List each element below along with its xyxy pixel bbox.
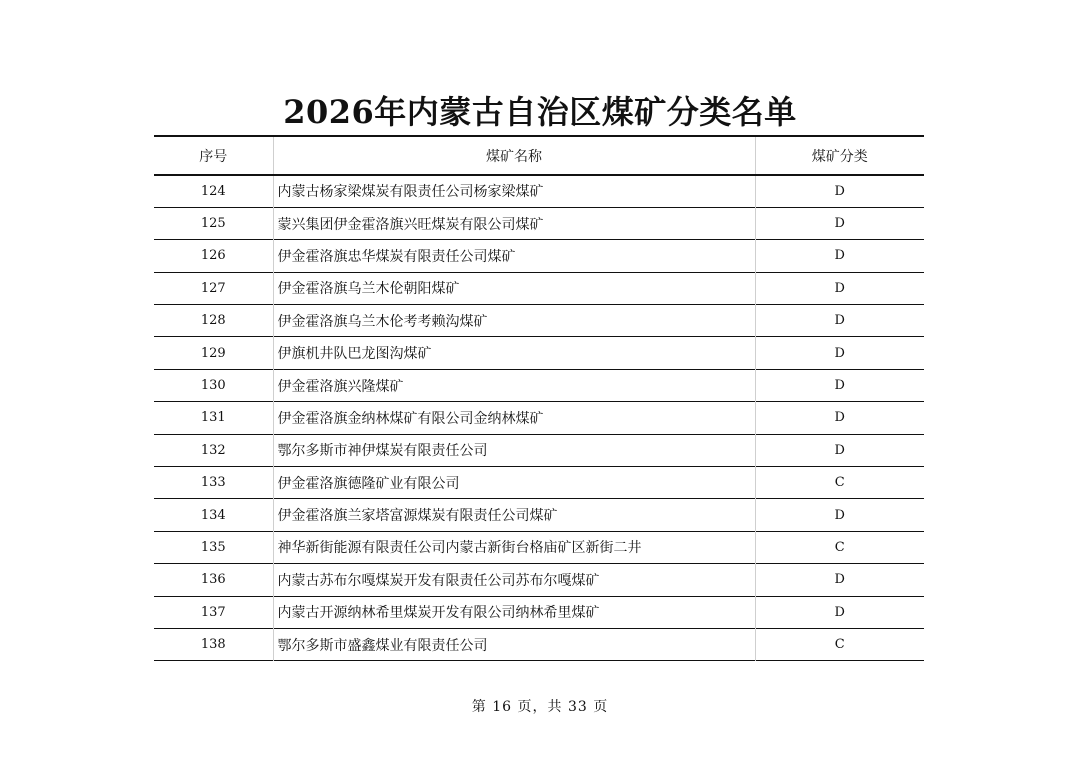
row-mine-class: D [755, 402, 924, 434]
table-row [154, 207, 924, 239]
header-mine-name: 煤矿名称 [273, 136, 755, 175]
row-mine-name: 伊金霍洛旗兰家塔富源煤炭有限责任公司煤矿 [273, 499, 755, 531]
row-mine-name: 伊金霍洛旗忠华煤炭有限责任公司煤矿 [273, 240, 755, 272]
row-seq: 135 [154, 531, 273, 563]
row-seq: 133 [154, 467, 273, 499]
row-mine-name: 伊旗机井队巴龙图沟煤矿 [273, 337, 755, 369]
table-row [154, 240, 924, 272]
row-mine-class: C [755, 531, 924, 563]
row-mine-name: 伊金霍洛旗乌兰木伦朝阳煤矿 [273, 272, 755, 304]
row-mine-class: D [755, 207, 924, 239]
row-mine-name: 内蒙古苏布尔嘎煤炭开发有限责任公司苏布尔嘎煤矿 [273, 564, 755, 596]
row-mine-name: 鄂尔多斯市神伊煤炭有限责任公司 [273, 434, 755, 466]
row-mine-class: D [755, 305, 924, 337]
table-row [154, 305, 924, 337]
row-mine-name: 内蒙古杨家梁煤炭有限责任公司杨家梁煤矿 [273, 175, 755, 207]
row-mine-name: 伊金霍洛旗兴隆煤矿 [273, 369, 755, 401]
row-mine-class: D [755, 434, 924, 466]
row-seq: 124 [154, 175, 273, 207]
table-row [154, 369, 924, 401]
row-seq: 126 [154, 240, 273, 272]
table-row [154, 531, 924, 563]
table-body [154, 175, 924, 661]
table-row [154, 175, 924, 207]
row-mine-class: C [755, 628, 924, 660]
row-seq: 127 [154, 272, 273, 304]
row-seq: 136 [154, 564, 273, 596]
header-mine-class: 煤矿分类 [755, 136, 924, 175]
row-mine-name: 鄂尔多斯市盛鑫煤业有限责任公司 [273, 628, 755, 660]
row-mine-class: D [755, 337, 924, 369]
header-seq: 序号 [154, 136, 273, 175]
row-seq: 134 [154, 499, 273, 531]
table-row [154, 628, 924, 660]
table-row [154, 272, 924, 304]
row-mine-class: D [755, 175, 924, 207]
row-mine-class: D [755, 240, 924, 272]
row-mine-name: 伊金霍洛旗乌兰木伦考考赖沟煤矿 [273, 305, 755, 337]
row-mine-class: D [755, 564, 924, 596]
row-seq: 131 [154, 402, 273, 434]
row-seq: 130 [154, 369, 273, 401]
row-mine-class: D [755, 369, 924, 401]
row-mine-name: 内蒙古开源纳林希里煤炭开发有限公司纳林希里煤矿 [273, 596, 755, 628]
row-mine-class: D [755, 596, 924, 628]
row-mine-name: 伊金霍洛旗金纳林煤矿有限公司金纳林煤矿 [273, 402, 755, 434]
row-seq: 137 [154, 596, 273, 628]
row-seq: 132 [154, 434, 273, 466]
table-row [154, 499, 924, 531]
row-mine-class: C [755, 467, 924, 499]
table-row [154, 596, 924, 628]
row-mine-class: D [755, 272, 924, 304]
row-seq: 128 [154, 305, 273, 337]
table-row [154, 337, 924, 369]
table-header-row [154, 136, 924, 175]
row-mine-name: 神华新街能源有限责任公司内蒙古新街台格庙矿区新街二井 [273, 531, 755, 563]
row-seq: 129 [154, 337, 273, 369]
row-mine-name: 蒙兴集团伊金霍洛旗兴旺煤炭有限公司煤矿 [273, 207, 755, 239]
row-seq: 138 [154, 628, 273, 660]
page-footer: 第 16 页，共 33 页 [471, 699, 609, 715]
row-mine-name: 伊金霍洛旗德隆矿业有限公司 [273, 467, 755, 499]
coal-mine-table-container [154, 135, 924, 661]
table-row [154, 564, 924, 596]
row-mine-class: D [755, 499, 924, 531]
page-title: 2026年内蒙古自治区煤矿分类名单 [283, 93, 797, 131]
table-header [154, 136, 924, 175]
row-seq: 125 [154, 207, 273, 239]
table-row [154, 434, 924, 466]
coal-mine-table [154, 135, 924, 661]
table-row [154, 467, 924, 499]
table-row [154, 402, 924, 434]
